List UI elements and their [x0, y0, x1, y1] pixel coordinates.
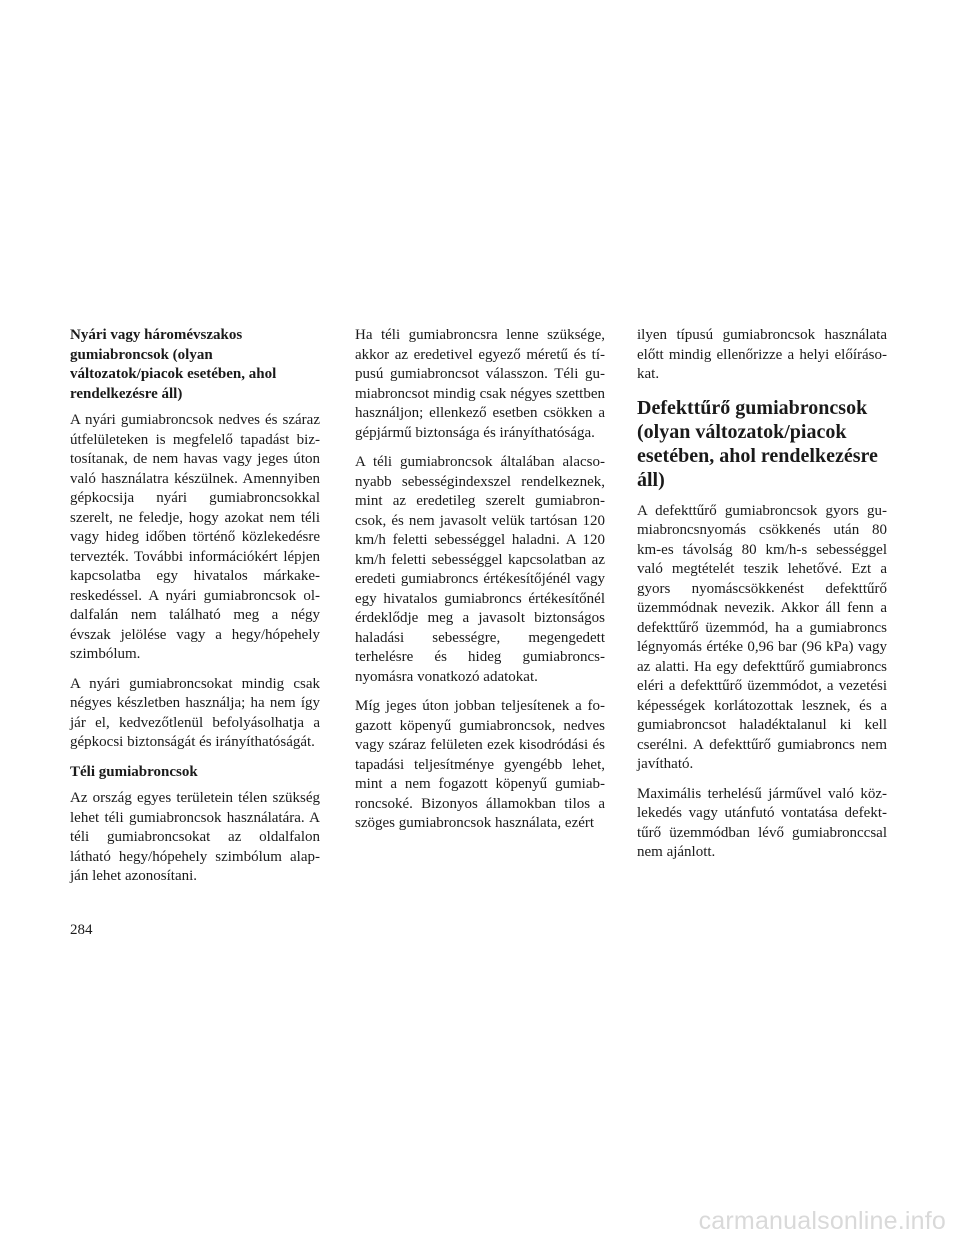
winter-tires-paragraph-3: A téli gumiabroncsok általában alacsonyabb sebességindexszel rendelkeznek, mint az eredetileg szerelt gumiabroncsok, és nem javasolt velük tartósan 120 km/h feletti sebességgel haladni. A 120 km/h feletti sebességgel kapcsolatban az eredeti gumiabroncs értékesítőjénél vagy egy hivatalos gumiabroncs értékesítőnél érdeklődje meg a javasolt biztonságos haladási sebességre, megengedett terhelésre és hideg gumiabroncsnyomásra vonatkozó adatokat. — [355, 454, 605, 685]
winter-tires-paragraph-5: ilyen típusú gumiabroncsok használata előtt mindig ellenőrizze a helyi előírásokat. — [637, 327, 887, 382]
watermark: carmanualsonline.info — [698, 1207, 946, 1235]
summer-tires-paragraph-2: A nyári gumiabroncsokat mindig csak négyes készletben használja; ha nem így jár el, kedvezőtlenül befolyásolhatja a gépkocsi biztonságát és irányíthatóságát. — [70, 675, 320, 750]
run-flat-tires-heading: Defekttűrő gumiabroncsok (olyan változatok/piacok esetében, ahol rendelkezésre áll) — [637, 396, 878, 491]
run-flat-tires-paragraph-1: A defekttűrő gumiabroncsok gyors gumiabroncsnyomás csökkenés után 80 km-es távolság 80 km/h-s sebességgel való megtételét teszik lehetővé. Ezt a gyors nyomáscsökkenést defekttűrő üzemmódnak nevezik. Akkor áll fenn a defekttűrő üzemmód, ha a gumiabroncs légnyomás értéke 0,96 bar (96 kPa) vagy az alatti. Ha egy defekttűrő gumiabroncs eléri a defekttűrő üzemmódot, a vezetési képességek korlátozottak lesznek, és a gumiabroncsot haladéktalanul ki kell cserélni. A defekttűrő gumiabroncs nem javítható. — [637, 502, 887, 772]
summer-tires-heading: Nyári vagy háromévszakos gumiabroncsok (olyan változatok/piacok esetében, ahol rendelkezésre áll) — [70, 327, 277, 402]
run-flat-tires-paragraph-2: Maximális terhelésű járművel való közlekedés vagy utánfutó vontatása defekttűrő üzemmódban lévő gumiabronccsal nem ajánlott. — [637, 785, 887, 860]
winter-tires-paragraph-2: Ha téli gumiabroncsra lenne szüksége, akkor az eredetivel egyező méretű és típusú gumiabroncsot válasszon. Téli gumiabroncsot mindig csak négyes szettben használjon; ellenkező esetben csökken a gépjármű biztonsága és irányíthatósága. — [355, 327, 605, 441]
page-number: 284 — [70, 922, 93, 938]
summer-tires-paragraph-1: A nyári gumiabroncsok nedves és száraz útfelületeken is megfelelő tapadást biztosítanak, de nem havas vagy jeges úton való használatra készülnek. Amennyiben gépkocsija nyári gumiabroncsokkal szerelt, ne feledje, hogy azokat nem téli vagy hideg időben történő közlekedésre tervezték. További információkért lépjen kapcsolatba egy hivatalos márkakereskedéssel. A nyári gumiabroncsok oldalfalán nem található meg a négy évszak jelölése vagy a hegy/hópehely szimbólum. — [70, 412, 320, 662]
winter-tires-paragraph-1: Az ország egyes területein télen szükség lehet téli gumiabroncsok használatára. A téli gumiabroncsokat az oldalfalon látható hegy/hópehely szimbólum alapján lehet azonosítani. — [70, 790, 320, 884]
column-right — [637, 326, 887, 873]
winter-tires-heading: Téli gumiabroncsok — [70, 763, 198, 780]
column-middle — [355, 326, 605, 844]
winter-tires-paragraph-4: Míg jeges úton jobban teljesítenek a fogazott köpenyű gumiabroncsok, nedves vagy száraz felületen ezek kisodródási és tapadási teljesítménye gyengébb lehet, mint a nem fogazott köpenyű gumiabroncsoké. Bizonyos államokban tilos a szöges gumiabroncsok használata, ezért — [355, 698, 605, 831]
column-left — [70, 326, 320, 897]
